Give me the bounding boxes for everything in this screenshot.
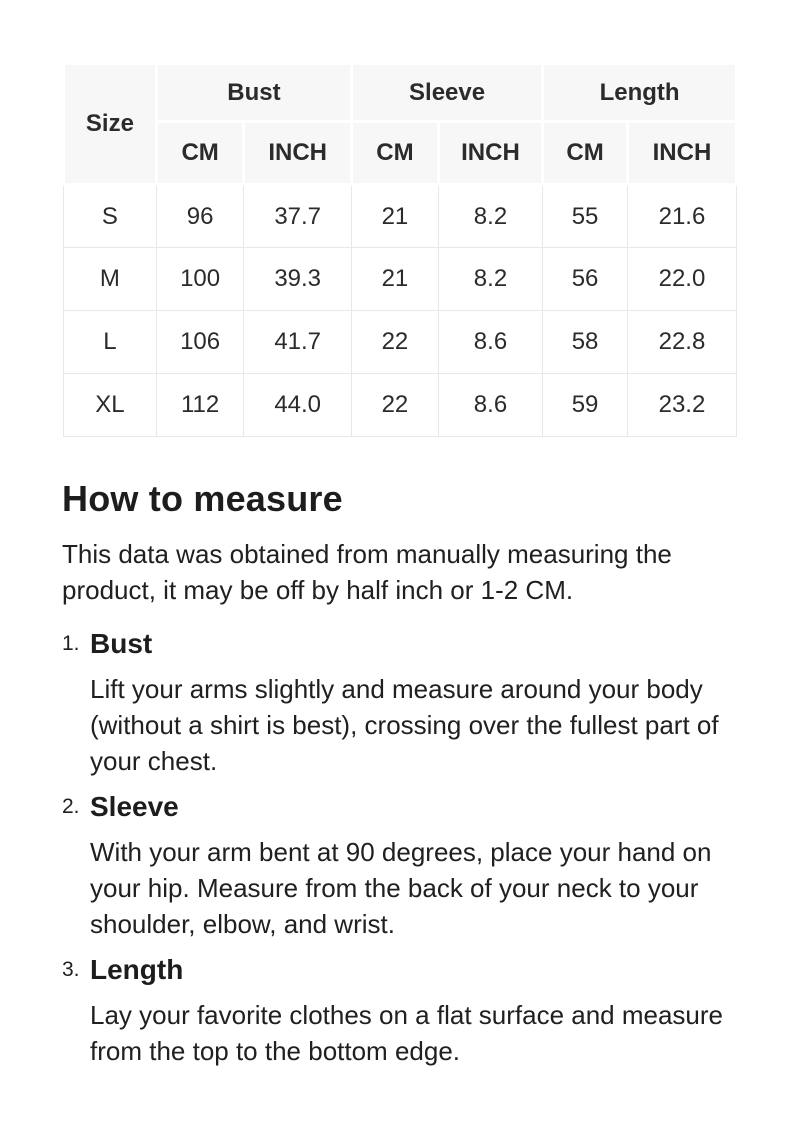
length-cm-cell: 55 bbox=[543, 185, 628, 248]
bust-cm-cell: 100 bbox=[156, 248, 243, 311]
step-number: 3. bbox=[62, 958, 80, 982]
bust-inch-cell: 44.0 bbox=[244, 374, 352, 437]
step-description: Lift your arms slightly and measure around your body (without a shirt is best), crossing over the fullest part of your chest. bbox=[90, 674, 719, 777]
length-inch-cell: 22.8 bbox=[627, 311, 736, 374]
sleeve-inch-cell: 8.2 bbox=[438, 185, 542, 248]
length-cm-cell: 59 bbox=[543, 374, 628, 437]
size-cell: M bbox=[64, 248, 157, 311]
sleeve-inch-header: INCH bbox=[438, 122, 542, 185]
size-cell: L bbox=[64, 311, 157, 374]
table-row-s bbox=[64, 185, 737, 248]
bust-inch-cell: 37.7 bbox=[244, 185, 352, 248]
length-inch-cell: 21.6 bbox=[627, 185, 736, 248]
length-inch-cell: 23.2 bbox=[627, 374, 736, 437]
bust-cm-header: CM bbox=[156, 122, 243, 185]
length-inch-cell: 22.0 bbox=[627, 248, 736, 311]
measure-step-length bbox=[62, 952, 738, 1069]
sleeve-inch-cell: 8.2 bbox=[438, 248, 542, 311]
sleeve-cm-cell: 22 bbox=[352, 374, 439, 437]
length-cm-cell: 56 bbox=[543, 248, 628, 311]
step-title: Bust bbox=[90, 628, 153, 660]
bust-cm-cell: 112 bbox=[156, 374, 243, 437]
step-description: With your arm bent at 90 degrees, place your hand on your hip. Measure from the back of your neck to your shoulder, elbow, and wrist. bbox=[90, 837, 712, 940]
bust-inch-header: INCH bbox=[244, 122, 352, 185]
table-row-l bbox=[64, 311, 737, 374]
step-title: Length bbox=[90, 954, 184, 986]
step-title: Sleeve bbox=[90, 791, 179, 823]
size-chart-table bbox=[62, 62, 738, 437]
table-row-xl bbox=[64, 374, 737, 437]
sleeve-group-header: Sleeve bbox=[352, 64, 543, 122]
length-group-header: Length bbox=[543, 64, 737, 122]
table-unit-header-row bbox=[64, 122, 737, 185]
how-to-measure-heading: How to measure bbox=[62, 478, 343, 519]
table-row-m bbox=[64, 248, 737, 311]
sleeve-cm-cell: 22 bbox=[352, 311, 439, 374]
measure-steps-list bbox=[62, 626, 738, 1069]
size-cell: S bbox=[64, 185, 157, 248]
step-number: 2. bbox=[62, 795, 80, 819]
length-inch-header: INCH bbox=[627, 122, 736, 185]
length-cm-cell: 58 bbox=[543, 311, 628, 374]
sleeve-cm-cell: 21 bbox=[352, 185, 439, 248]
bust-inch-cell: 39.3 bbox=[244, 248, 352, 311]
measure-step-sleeve bbox=[62, 789, 738, 942]
bust-cm-cell: 106 bbox=[156, 311, 243, 374]
bust-group-header: Bust bbox=[156, 64, 351, 122]
bust-cm-cell: 96 bbox=[156, 185, 243, 248]
sleeve-inch-cell: 8.6 bbox=[438, 311, 542, 374]
sleeve-inch-cell: 8.6 bbox=[438, 374, 542, 437]
bust-inch-cell: 41.7 bbox=[244, 311, 352, 374]
sleeve-cm-header: CM bbox=[352, 122, 439, 185]
size-cell: XL bbox=[64, 374, 157, 437]
size-column-header: Size bbox=[64, 64, 157, 185]
step-description: Lay your favorite clothes on a flat surface and measure from the top to the bottom edge. bbox=[90, 1000, 724, 1067]
table-group-header-row bbox=[64, 64, 737, 122]
sleeve-cm-cell: 21 bbox=[352, 248, 439, 311]
step-number: 1. bbox=[62, 632, 80, 656]
measure-step-bust bbox=[62, 626, 738, 779]
measure-intro-text: This data was obtained from manually measuring the product, it may be off by half inch or 1-2 CM. bbox=[62, 539, 672, 606]
length-cm-header: CM bbox=[543, 122, 628, 185]
